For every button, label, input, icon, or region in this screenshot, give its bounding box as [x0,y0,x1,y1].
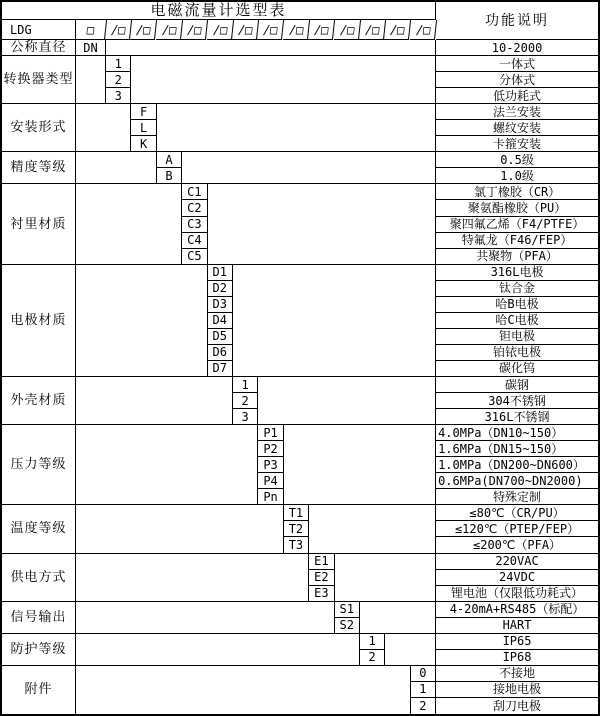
order-code-cell: 2 [233,393,258,409]
description-cell: 碳化钨 [436,361,598,377]
spacer-cell [385,634,436,666]
description-cell: 钽电极 [436,329,598,345]
spacer-cell [76,425,258,505]
category-label: 附件 [2,666,76,714]
order-code-cell: 2 [360,650,385,666]
spacer-cell [76,634,360,666]
description-cell: 不接地 [436,666,598,682]
order-code-cell: D7 [208,361,233,377]
order-code-cell: D2 [208,281,233,297]
description-cell: IP65 [436,634,598,650]
spacer-cell [76,554,309,602]
order-code-cell: 3 [233,409,258,425]
spacer-cell [76,104,131,152]
order-code-cell: 2 [106,72,131,88]
description-cell: IP68 [436,650,598,666]
code-box-slash-cell: /□ [130,20,157,40]
description-cell: 10-2000 [436,40,598,56]
order-code-cell: P3 [258,457,283,473]
order-code-cell: T3 [284,537,309,553]
description-cell: 碳钢 [436,377,598,393]
order-code-cell: S2 [335,618,360,634]
code-box-slash-cell: /□ [384,20,411,40]
spacer-cell [131,56,436,104]
description-cell: 卡箍安装 [436,136,598,152]
description-cell: 特氟龙（F46/FEP） [436,233,598,249]
order-code-cell: C2 [182,200,207,216]
code-box-slash-cell: /□ [257,20,284,40]
description-cell: 24VDC [436,570,598,586]
description-cell: 1.0级 [436,168,598,184]
spacer-cell [309,505,436,553]
category-label: 电极材质 [2,265,76,377]
code-box-slash-cell: /□ [283,20,310,40]
description-cell: 0.5级 [436,152,598,168]
order-code-cell: P4 [258,473,283,489]
description-cell: 304不锈钢 [436,393,598,409]
description-cell: HART [436,618,598,634]
description-cell: 共聚物（PFA） [436,249,598,265]
category-label: 供电方式 [2,554,76,602]
code-box-slash-cell: /□ [359,20,386,40]
code-box-slash-cell: /□ [308,20,335,40]
order-code-cell: E3 [309,586,334,602]
spacer-cell [157,104,436,152]
order-code-cell: 0 [411,666,436,682]
category-label: 衬里材质 [2,184,76,264]
order-code-cell: C1 [182,184,207,200]
category-label: 压力等级 [2,425,76,505]
order-code-cell: 2 [411,698,436,714]
code-box-cell: □ [75,20,107,40]
order-code-cell: E1 [309,554,334,570]
description-cell: 哈C电极 [436,313,598,329]
code-box-slash-cell: /□ [410,20,437,40]
description-cell: 分体式 [436,72,598,88]
spacer-cell [258,377,436,425]
category-label: 外壳材质 [2,377,76,425]
description-cell: 锂电池（仅限低功耗式） [436,586,598,602]
description-cell: 316L不锈钢 [436,409,598,425]
order-code-cell: B [157,168,182,184]
order-code-cell: Pn [258,489,283,505]
spacer-cell [284,425,436,505]
spacer-cell [106,40,436,56]
order-code-cell: 1 [233,377,258,393]
spacer-cell [233,265,436,377]
table-title: 电磁流量计选型表 [2,2,436,20]
code-box-slash-cell: /□ [181,20,208,40]
category-label: 信号输出 [2,602,76,634]
category-label: 精度等级 [2,152,76,184]
spacer-cell [76,152,157,184]
description-cell: 钛合金 [436,281,598,297]
order-code-cell: C5 [182,249,207,265]
spacer-cell [76,56,106,104]
category-label: 防护等级 [2,634,76,666]
description-cell: 316L电极 [436,265,598,281]
code-box-slash-cell: /□ [333,20,360,40]
code-box-slash-cell: /□ [105,20,132,40]
description-cell: 4.0MPa（DN10~150） [436,425,598,441]
order-code-cell: E2 [309,570,334,586]
spacer-cell [76,505,284,553]
order-code-cell: T2 [284,521,309,537]
spacer-cell [76,377,233,425]
order-code-cell: A [157,152,182,168]
description-cell: 1.0MPa（DN200~DN600） [436,457,598,473]
order-code-cell: D5 [208,329,233,345]
spacer-cell [335,554,437,602]
description-cell: 聚四氟乙烯（F4/PTFE） [436,217,598,233]
spacer-cell [76,184,182,264]
description-cell: 哈B电极 [436,297,598,313]
order-code-cell: P2 [258,441,283,457]
description-cell: 低功耗式 [436,88,598,104]
description-cell: 接地电极 [436,682,598,698]
category-label: 公称直径 [2,40,76,56]
description-cell: 螺纹安装 [436,120,598,136]
description-cell: 氯丁橡胶（CR） [436,184,598,200]
description-cell: 220VAC [436,554,598,570]
category-label: 安装形式 [2,104,76,152]
description-cell: 聚氨酯橡胶（PU） [436,200,598,216]
category-label: 转换器类型 [2,56,76,104]
order-code-cell: 1 [106,56,131,72]
order-code-cell: 1 [360,634,385,650]
order-code-cell: DN [76,40,106,56]
order-code-cell: 1 [411,682,436,698]
description-cell: 4-20mA+RS485（标配） [436,602,598,618]
order-code-cell: D3 [208,297,233,313]
description-cell: 0.6MPa(DN700~DN2000) [436,473,598,489]
spacer-cell [76,602,335,634]
description-cell: 刮刀电极 [493,698,542,713]
spacer-cell [360,602,436,634]
description-cell: ≤80℃（CR/PU） [436,505,598,521]
code-box-slash-cell: /□ [232,20,259,40]
order-code-cell: C3 [182,217,207,233]
spacer-cell [76,666,411,714]
description-cell: 1.6MPa（DN15~150） [436,441,598,457]
order-code-cell: D4 [208,313,233,329]
order-code-cell: P1 [258,425,283,441]
spacer-cell [182,152,436,184]
category-label: 温度等级 [2,505,76,553]
order-code-cell: S1 [335,602,360,618]
order-code-cell: D6 [208,345,233,361]
order-code-cell: D1 [208,265,233,281]
description-cell: 法兰安装 [436,104,598,120]
order-code-cell: K [131,136,156,152]
spacer-cell [208,184,437,264]
function-column-header: 功能说明 [436,2,598,40]
spacer-cell [76,265,208,377]
code-box-slash-cell: /□ [207,20,234,40]
description-cell: ≤200℃（PFA） [436,537,598,553]
model-code-prefix: LDG [2,20,76,40]
order-code-cell: L [131,120,156,136]
description-cell: 特殊定制 [436,489,598,505]
order-code-cell: C4 [182,233,207,249]
description-cell: ≤120℃（PTEP/FEP） [436,521,598,537]
code-box-slash-cell: /□ [156,20,183,40]
order-code-cell: T1 [284,505,309,521]
order-code-cell: 3 [106,88,131,104]
description-cell: 一体式 [436,56,598,72]
description-cell: 铂铱电极 [436,345,598,361]
order-code-cell: F [131,104,156,120]
